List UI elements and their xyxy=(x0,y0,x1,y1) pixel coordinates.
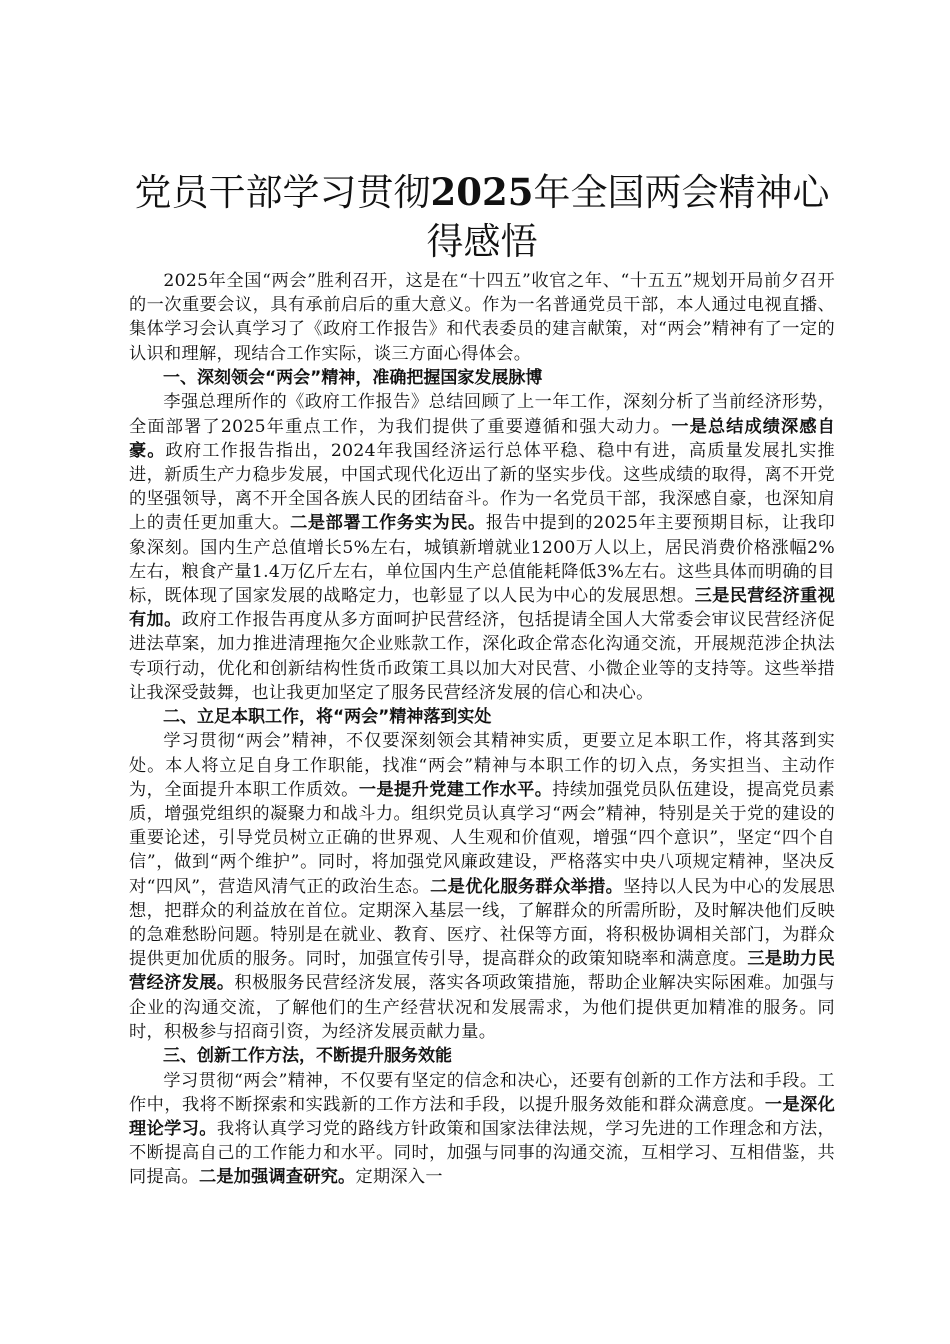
section2-point-1: 一是提升党建工作水平。 xyxy=(358,779,553,800)
section2-paragraph xyxy=(129,729,835,1044)
section3-text-d: 定期深入一 xyxy=(355,1167,443,1188)
section2-text-e: 积极服务民营经济发展，落实各项政策措施，帮助企业解决实际困难。加强与企业的沟通交流，了解他们的生产经营状况和发展需求，为他们提供更加精准的服务。同时，积极参与招商引资，为经济发展贡献力量。 xyxy=(129,973,836,1042)
section3-point-1: 一是深化理论学习。 xyxy=(129,1094,835,1139)
section3-paragraph xyxy=(129,1069,835,1190)
section3-text-a: 学习贯彻“两会”精神，不仅要有坚定的信念和决心，还要有创新的工作方法和手段。工作中，我将不断探索和实践新的工作方法和手段，以提升服务效能和群众满意度。 xyxy=(129,1070,835,1115)
section1-point-1: 一是总结成绩深感自豪。 xyxy=(129,416,835,461)
document-page xyxy=(129,168,835,1190)
section1-point-3: 三是民营经济重视有加。 xyxy=(129,585,835,631)
title-year: 2025 xyxy=(430,170,534,214)
section3-point-2: 二是加强调查研究。 xyxy=(198,1167,356,1188)
section3-text-c: 我将认真学习党的路线方针政策和国家法律法规，学习先进的工作理念和方法，不断提高自己的工作能力和水平。同时，加强与同事的沟通交流，互相学习、互相借鉴，共同提高。 xyxy=(129,1119,835,1188)
section1-text-c: 政府工作报告指出，2024年我国经济运行总体平稳、稳中有进，高质量发展扎实推进，新质生产力稳步发展，中国式现代化迈出了新的坚实步伐。这些成绩的取得，离不开党的坚强领导，离不开全国各族人民的团结奋斗。作为一名党员干部，我深感自豪，也深知肩上的责任更加重大。 xyxy=(129,440,835,534)
title-text-2: 年全国两会精神心得感悟 xyxy=(426,171,830,263)
document-title xyxy=(129,168,835,266)
section2-text-a: 学习贯彻“两会”精神，不仅要深刻领会其精神实质，更要立足本职工作，将其落到实处。本人将立足自身工作职能，找准“两会”精神与本职工作的切入点，务实担当、主动作为，全面提升本职工作质效。 xyxy=(129,731,835,800)
section1-point-2: 二是部署工作务实为民。 xyxy=(290,513,486,534)
section2-point-2: 二是优化服务群众举措。 xyxy=(430,876,624,897)
section3-heading: 三、创新工作方法，不断提升服务效能 xyxy=(163,1046,452,1067)
section1-paragraph xyxy=(129,390,835,705)
section2-text-d: 坚持以人民为中心的发展思想，把群众的利益放在首位。定期深入基层一线，了解群众的所需所盼，及时解决他们反映的急难愁盼问题。特别是在就业、教育、医疗、社保等方面，将积极协调相关部门，为群众提供更加优质的服务。同时，加强宣传引导，提高群众的政策知晓率和满意度。 xyxy=(129,876,835,970)
section2-heading: 二、立足本职工作，将“两会”精神落到实处 xyxy=(163,706,492,727)
section2-text-c: 持续加强党员队伍建设，提高党员素质，增强党组织的凝聚力和战斗力。组织党员认真学习“两会”精神，特别是关于党的建设的重要论述，引导党员树立正确的世界观、人生观和价值观，增强“四个意识”，坚定“四个自信”，做到“两个维护”。同时，将加强党风廉政建设，严格落实中央八项规定精神，坚决反对“四风”，营造风清气正的政治生态。 xyxy=(129,779,835,897)
section2-point-3: 三是助力民营经济发展。 xyxy=(129,949,835,994)
section1-text-d: 报告中提到的2025年主要预期目标，让我印象深刻。国内生产总值增长5%左右，城镇新增就业1200万人以上，居民消费价格涨幅2%左右，粮食产量1.4万亿斤左右，单位国内生产总值能耗降低3%左右。这些具体而明确的目标，既体现了国家发展的战略定力，也彰显了以人民为中心的发展思想。 xyxy=(129,513,836,606)
intro-paragraph: 2025年全国“两会”胜利召开，这是在“十四五”收官之年、“十五五”规划开局前夕召开的一次重要会议，具有承前启后的重大意义。作为一名普通党员干部，本人通过电视直播、集体学习会认真学习了《政府工作报告》和代表委员的建言献策，对“两会”精神有了一定的认识和理解，现结合工作实际，谈三方面心得体会。 xyxy=(129,271,835,364)
section1-text-a: 李强总理所作的《政府工作报告》总结回顾了上一年工作，深刻分析了当前经济形势，全面部署了2025年重点工作，为我们提供了重要遵循和强大动力。 xyxy=(129,392,835,437)
title-text-1: 党员干部学习贯彻 xyxy=(134,171,431,214)
section1-text-e: 政府工作报告再度从多方面呵护民营经济，包括提请全国人大常委会审议民营经济促进法草案，加力推进清理拖欠企业账款工作，深化政企常态化沟通交流，开展规范涉企执法专项行动，优化和创新结构性货币政策工具以加大对民营、小微企业等的支持等。这些举措让我深受鼓舞，也让我更加坚定了服务民营经济发展的信心和决心。 xyxy=(129,610,835,703)
section1-heading: 一、深刻领会“两会”精神，准确把握国家发展脉博 xyxy=(163,367,543,388)
